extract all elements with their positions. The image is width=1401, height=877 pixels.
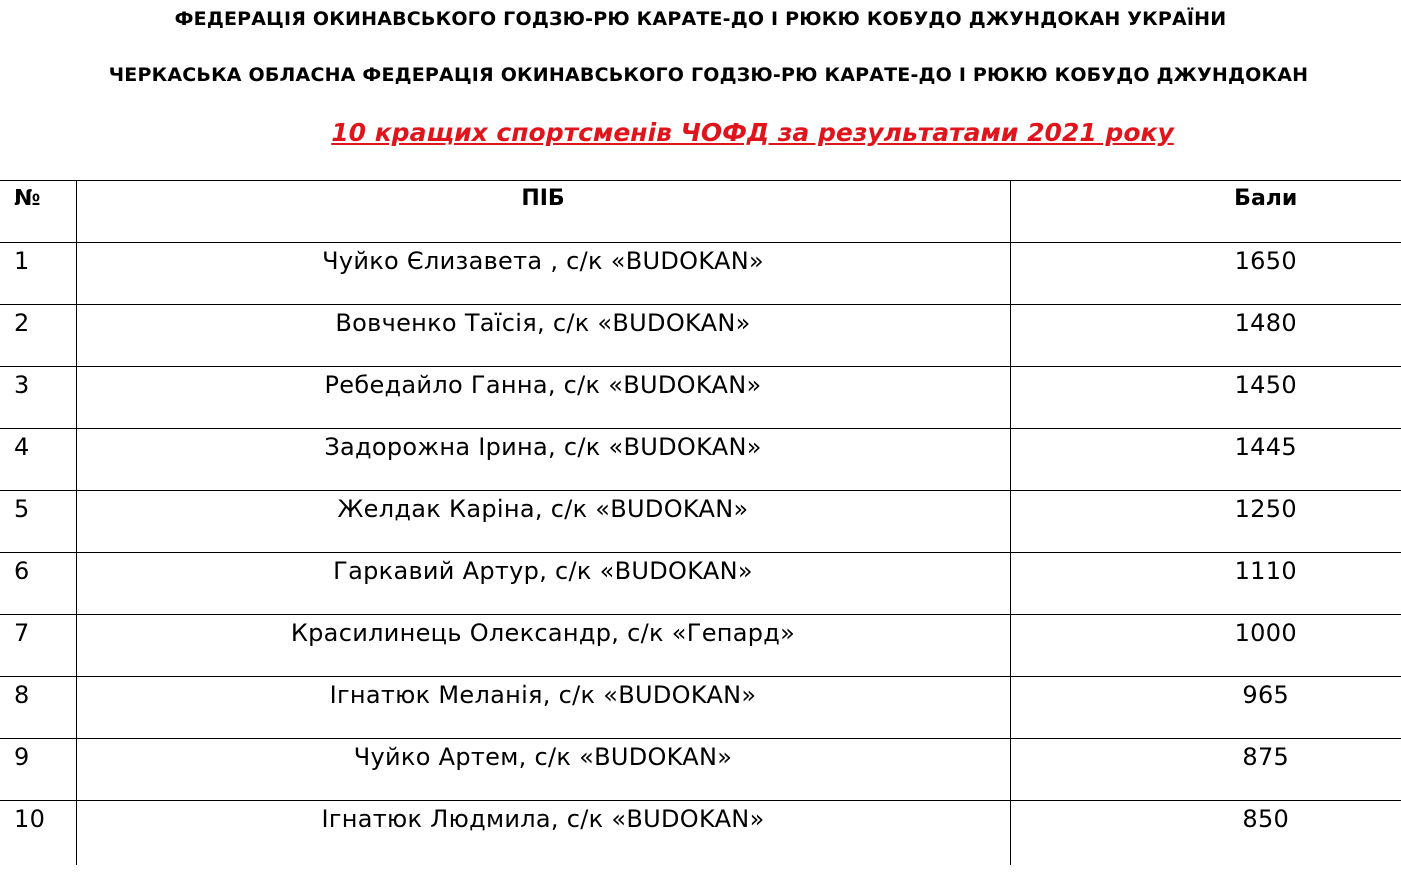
table-header-row — [0, 181, 1401, 243]
row-number: 5 — [0, 491, 76, 553]
table-row — [0, 367, 1401, 429]
table-row — [0, 677, 1401, 739]
athlete-score: 1650 — [1010, 243, 1401, 305]
athlete-name: Вовченко Таїсія, с/к «BUDOKAN» — [76, 305, 1010, 367]
table-row — [0, 801, 1401, 865]
regional-federation-title: ЧЕРКАСЬКА ОБЛАСНА ФЕДЕРАЦІЯ ОКИНАВСЬКОГО ГОДЗЮ-РЮ КАРАТЕ-ДО І РЮКЮ КОБУДО ДЖУНДОКАН — [108, 64, 1309, 86]
row-number: 2 — [0, 305, 76, 367]
athlete-name: Ребедайло Ганна, с/к «BUDOKAN» — [76, 367, 1010, 429]
athlete-name: Ігнатюк Людмила, с/к «BUDOKAN» — [76, 801, 1010, 865]
table-row — [0, 243, 1401, 305]
column-header-name: ПІБ — [76, 181, 1010, 243]
row-number: 7 — [0, 615, 76, 677]
athlete-score: 1480 — [1010, 305, 1401, 367]
athlete-score: 850 — [1010, 801, 1401, 865]
athlete-name: Красилинець Олександр, с/к «Гепард» — [76, 615, 1010, 677]
table-row — [0, 615, 1401, 677]
athlete-score: 875 — [1010, 739, 1401, 801]
table-row — [0, 491, 1401, 553]
federation-title: ФЕДЕРАЦІЯ ОКИНАВСЬКОГО ГОДЗЮ-РЮ КАРАТЕ-ДО І РЮКЮ КОБУДО ДЖУНДОКАН УКРАЇНИ — [174, 8, 1227, 30]
athlete-name: Чуйко Єлизавета , с/к «BUDOKAN» — [76, 243, 1010, 305]
table-row — [0, 305, 1401, 367]
row-number: 6 — [0, 553, 76, 615]
athlete-name: Задорожна Ірина, с/к «BUDOKAN» — [76, 429, 1010, 491]
row-number: 3 — [0, 367, 76, 429]
athlete-score: 1110 — [1010, 553, 1401, 615]
athlete-name: Чуйко Артем, с/к «BUDOKAN» — [76, 739, 1010, 801]
row-number: 10 — [0, 801, 76, 865]
row-number: 1 — [0, 243, 76, 305]
ranking-table — [0, 180, 1401, 865]
row-number: 8 — [0, 677, 76, 739]
athlete-score: 1000 — [1010, 615, 1401, 677]
athlete-name: Желдак Каріна, с/к «BUDOKAN» — [76, 491, 1010, 553]
athlete-name: Ігнатюк Меланія, с/к «BUDOKAN» — [76, 677, 1010, 739]
athlete-score: 1450 — [1010, 367, 1401, 429]
table-row — [0, 553, 1401, 615]
athlete-score: 965 — [1010, 677, 1401, 739]
row-number: 9 — [0, 739, 76, 801]
athlete-score: 1445 — [1010, 429, 1401, 491]
table-row — [0, 429, 1401, 491]
column-header-score: Бали — [1010, 181, 1401, 243]
column-header-number: № — [0, 181, 76, 243]
athlete-name: Гаркавий Артур, с/к «BUDOKAN» — [76, 553, 1010, 615]
table-row — [0, 739, 1401, 801]
row-number: 4 — [0, 429, 76, 491]
athlete-score: 1250 — [1010, 491, 1401, 553]
ranking-subtitle: 10 кращих спортсменів ЧОФД за результатами 2021 року — [331, 118, 1174, 147]
